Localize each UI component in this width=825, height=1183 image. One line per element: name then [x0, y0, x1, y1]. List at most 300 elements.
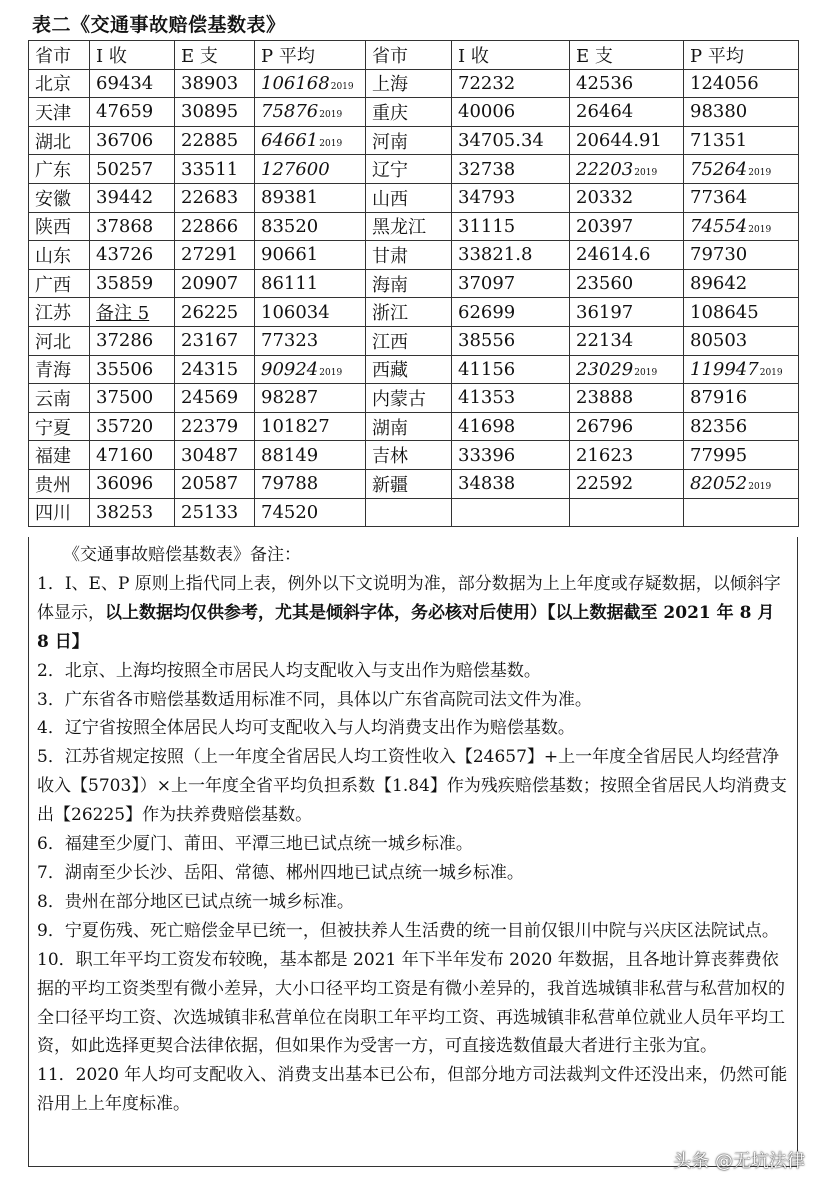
table-cell — [255, 298, 366, 327]
cell-value: 33511 — [181, 158, 239, 180]
cell-value: 20587 — [181, 473, 239, 495]
cell-value: 74520 — [261, 501, 319, 523]
year-marker: 2019 — [319, 139, 343, 150]
cell-value: 辽宁 — [372, 160, 408, 182]
table-cell — [255, 384, 366, 413]
table-cell — [90, 355, 175, 384]
column-header: E 支 — [175, 41, 255, 70]
table-cell — [175, 355, 255, 384]
table-cell — [684, 298, 799, 327]
table-cell — [684, 412, 799, 441]
table-cell — [175, 241, 255, 270]
table-cell — [29, 269, 90, 298]
cell-value: 23029 — [576, 358, 634, 380]
cell-value: 黑龙江 — [372, 217, 426, 239]
cell-value: 36706 — [96, 130, 154, 152]
table-cell — [29, 298, 90, 327]
cell-value: 88149 — [261, 444, 319, 466]
table-cell — [684, 469, 799, 498]
cell-value: 浙江 — [372, 303, 408, 325]
table-cell — [255, 412, 366, 441]
cell-value: 上海 — [372, 74, 408, 96]
table-cell — [366, 441, 452, 470]
table-cell — [29, 98, 90, 127]
table-cell — [570, 98, 684, 127]
year-marker: 2019 — [319, 367, 343, 378]
table-cell — [175, 212, 255, 241]
cell-value: 江苏 — [35, 303, 71, 325]
cell-value: 40006 — [458, 101, 516, 123]
column-header: E 支 — [570, 41, 684, 70]
column-header: P 平均 — [255, 41, 366, 70]
cell-value: 27291 — [181, 244, 239, 266]
table-cell — [570, 298, 684, 327]
table-cell — [255, 269, 366, 298]
cell-value: 37286 — [96, 330, 154, 352]
cell-value: 22866 — [181, 215, 239, 237]
cell-value: 24614.6 — [576, 244, 651, 266]
watermark: 头条 @无坑法律 — [673, 1151, 805, 1172]
cell-value: 75876 — [261, 101, 319, 123]
table-cell — [366, 212, 452, 241]
cell-value: 86111 — [261, 273, 319, 295]
table-cell — [570, 469, 684, 498]
table-cell — [255, 498, 366, 527]
column-header: 省市 — [366, 41, 452, 70]
table-cell — [175, 498, 255, 527]
table-cell — [175, 269, 255, 298]
table-cell — [90, 441, 175, 470]
cell-value: 79730 — [690, 244, 748, 266]
table-cell — [684, 98, 799, 127]
cell-value: 江西 — [372, 331, 408, 353]
table-row — [29, 441, 799, 470]
year-marker: 2019 — [634, 367, 658, 378]
table-cell — [366, 412, 452, 441]
cell-value: 31115 — [458, 215, 516, 237]
table-cell — [90, 183, 175, 212]
cell-value: 广西 — [35, 274, 71, 296]
table-row — [29, 155, 799, 184]
year-marker: 2019 — [330, 81, 354, 92]
cell-value: 福建 — [35, 446, 71, 468]
table-cell — [366, 469, 452, 498]
cell-value: 106034 — [261, 301, 330, 323]
cell-value: 32738 — [458, 158, 516, 180]
table-cell — [452, 355, 570, 384]
cell-value: 20644.91 — [576, 130, 662, 152]
table-cell — [452, 412, 570, 441]
cell-value: 20332 — [576, 187, 634, 209]
table-cell — [684, 269, 799, 298]
table-cell — [570, 155, 684, 184]
cell-value: 35720 — [96, 416, 154, 438]
cell-value: 22592 — [576, 473, 634, 495]
table-cell — [175, 441, 255, 470]
table-cell — [90, 241, 175, 270]
table-cell — [175, 469, 255, 498]
table-cell — [366, 326, 452, 355]
cell-value: 天津 — [35, 102, 71, 124]
table-cell — [570, 212, 684, 241]
cell-value: 82052 — [690, 473, 748, 495]
table-cell — [366, 384, 452, 413]
table-row — [29, 469, 799, 498]
table-cell — [570, 384, 684, 413]
cell-value: 湖南 — [372, 417, 408, 439]
cell-value: 127600 — [261, 158, 330, 180]
cell-value: 33396 — [458, 444, 516, 466]
table-cell — [366, 269, 452, 298]
cell-value: 25133 — [181, 501, 239, 523]
table-cell — [255, 126, 366, 155]
table-cell — [255, 355, 366, 384]
cell-value: 37500 — [96, 387, 154, 409]
table-cell — [366, 298, 452, 327]
note-1-bold-text: 以上数据均仅供参考，尤其是倾斜字体，务必核对后使用）【以上数据截至 2021 年 8 月 8 日】 — [37, 602, 775, 652]
cell-value: 80503 — [690, 330, 748, 352]
table-cell — [255, 69, 366, 98]
table-cell — [175, 412, 255, 441]
cell-value: 23888 — [576, 387, 634, 409]
note-2: 2．北京、上海均按照全市居民人均支配收入与支出作为赔偿基数。 — [37, 660, 541, 681]
table-cell — [255, 469, 366, 498]
cell-value: 23167 — [181, 330, 239, 352]
cell-value: 39442 — [96, 187, 154, 209]
table-cell — [452, 469, 570, 498]
column-header: I 收 — [452, 41, 570, 70]
notes-title: 《交通事故赔偿基数表》备注： — [63, 545, 301, 565]
cell-value: 50257 — [96, 158, 154, 180]
cell-value: 20397 — [576, 215, 634, 237]
table-cell — [90, 69, 175, 98]
table-cell — [570, 69, 684, 98]
table-cell — [570, 269, 684, 298]
cell-value: 重庆 — [372, 102, 408, 124]
note-3: 3．广东省各市赔偿基数适用标准不同，具体以广东省高院司法文件为准。 — [37, 689, 592, 710]
table-cell — [452, 183, 570, 212]
table-cell — [570, 326, 684, 355]
note-9: 9．宁夏伤残、死亡赔偿金早已统一，但被扶养人生活费的统一目前仅银川中院与兴庆区法院试点。 — [37, 920, 779, 941]
table-cell — [29, 412, 90, 441]
table-cell — [366, 126, 452, 155]
table-cell — [684, 155, 799, 184]
table-cell — [175, 298, 255, 327]
cell-value: 98380 — [690, 101, 748, 123]
table-cell — [452, 241, 570, 270]
cell-value: 38556 — [458, 330, 516, 352]
table-cell — [175, 155, 255, 184]
table-cell — [570, 126, 684, 155]
table-cell — [29, 212, 90, 241]
table-row — [29, 241, 799, 270]
cell-value: 23560 — [576, 273, 634, 295]
cell-value: 42536 — [576, 72, 634, 94]
cell-value: 新疆 — [372, 474, 408, 496]
table-cell — [90, 298, 175, 327]
cell-value: 41156 — [458, 358, 516, 380]
cell-value: 37868 — [96, 215, 154, 237]
cell-value: 26225 — [181, 301, 239, 323]
cell-value: 吉林 — [372, 446, 408, 468]
cell-value: 33821.8 — [458, 244, 533, 266]
table-cell — [255, 98, 366, 127]
table-cell — [175, 326, 255, 355]
table-cell — [452, 155, 570, 184]
table-cell — [570, 412, 684, 441]
note-6: 6．福建至少厦门、莆田、平潭三地已试点统一城乡标准。 — [37, 834, 473, 855]
cell-value: 47659 — [96, 101, 154, 123]
table-cell — [366, 155, 452, 184]
year-marker: 2019 — [634, 167, 658, 178]
table-row — [29, 126, 799, 155]
cell-value: 77995 — [690, 444, 748, 466]
table-cell — [570, 355, 684, 384]
table-row — [29, 498, 799, 527]
column-header: I 收 — [90, 41, 175, 70]
cell-value: 119947 — [690, 358, 759, 380]
cell-value: 北京 — [35, 74, 71, 96]
cell-value: 35859 — [96, 273, 154, 295]
table-cell — [684, 183, 799, 212]
table-cell — [570, 441, 684, 470]
table-cell — [366, 355, 452, 384]
table-cell — [29, 469, 90, 498]
table-cell — [366, 498, 452, 527]
cell-value: 26464 — [576, 101, 634, 123]
cell-value: 26796 — [576, 416, 634, 438]
table-cell — [452, 126, 570, 155]
cell-value: 30487 — [181, 444, 239, 466]
cell-value: 77364 — [690, 187, 748, 209]
cell-value: 34793 — [458, 187, 516, 209]
cell-value: 34838 — [458, 473, 516, 495]
cell-value: 108645 — [690, 301, 759, 323]
note-11: 11．2020 年人均可支配收入、消费支出基本已公布，但部分地方司法裁判文件还没出来，仍然可能沿用上上年度标准。 — [37, 1065, 788, 1115]
table-cell — [684, 241, 799, 270]
table-row — [29, 355, 799, 384]
cell-value: 38903 — [181, 72, 239, 94]
cell-value: 41698 — [458, 416, 516, 438]
note-4: 4．辽宁省按照全体居民人均可支配收入与人均消费支出作为赔偿基数。 — [37, 718, 575, 739]
cell-value: 贵州 — [35, 474, 71, 496]
cell-value: 山西 — [372, 188, 408, 210]
table-cell — [570, 241, 684, 270]
table-cell — [684, 441, 799, 470]
table-cell — [90, 269, 175, 298]
cell-value: 22379 — [181, 416, 239, 438]
year-marker: 2019 — [759, 367, 783, 378]
table-cell — [570, 183, 684, 212]
table-row — [29, 269, 799, 298]
cell-value: 35506 — [96, 358, 154, 380]
cell-value: 69434 — [96, 72, 154, 94]
cell-value: 22683 — [181, 187, 239, 209]
cell-value: 38253 — [96, 501, 154, 523]
table-cell — [90, 384, 175, 413]
note-7: 7．湖南至少长沙、岳阳、常德、郴州四地已试点统一城乡标准。 — [37, 862, 524, 883]
table-row — [29, 69, 799, 98]
table-cell — [175, 126, 255, 155]
cell-value: 106168 — [261, 72, 330, 94]
cell-value: 24315 — [181, 358, 239, 380]
column-header: P 平均 — [684, 41, 799, 70]
year-marker: 2019 — [748, 167, 772, 178]
table-cell — [90, 469, 175, 498]
cell-value: 36197 — [576, 301, 634, 323]
cell-value: 124056 — [690, 72, 759, 94]
cell-value: 陕西 — [35, 217, 71, 239]
cell-value: 四川 — [35, 503, 71, 525]
table-cell — [175, 69, 255, 98]
cell-value: 72232 — [458, 72, 516, 94]
table-cell — [90, 412, 175, 441]
cell-value: 24569 — [181, 387, 239, 409]
table-cell — [684, 384, 799, 413]
note-1 — [37, 570, 789, 657]
table-row — [29, 183, 799, 212]
table-cell — [452, 298, 570, 327]
cell-value: 79788 — [261, 473, 319, 495]
table-cell — [684, 126, 799, 155]
cell-value: 30895 — [181, 101, 239, 123]
cell-value: 89642 — [690, 273, 748, 295]
table-cell — [452, 212, 570, 241]
note-1-text: 1．I、E、P 原则上指代同上表，例外以下文说明为准，部分数据为上上年度或存疑数据，以倾斜字体显示， — [37, 573, 781, 623]
year-marker: 2019 — [748, 482, 772, 493]
table-cell — [175, 183, 255, 212]
cell-value: 75264 — [690, 158, 748, 180]
cell-value: 20907 — [181, 273, 239, 295]
cell-value: 90924 — [261, 358, 319, 380]
compensation-base-table — [28, 40, 799, 527]
cell-value: 101827 — [261, 416, 330, 438]
cell-value: 47160 — [96, 444, 154, 466]
table-header-row — [29, 41, 799, 70]
cell-value: 77323 — [261, 330, 319, 352]
cell-value: 64661 — [261, 130, 319, 152]
table-cell — [29, 355, 90, 384]
cell-value: 82356 — [690, 416, 748, 438]
cell-value: 甘肃 — [372, 245, 408, 267]
table-row — [29, 412, 799, 441]
table-cell — [175, 384, 255, 413]
table-cell — [684, 212, 799, 241]
notes-section — [28, 537, 798, 1167]
cell-value: 内蒙古 — [372, 388, 426, 410]
cell-value: 21623 — [576, 444, 634, 466]
cell-value: 河北 — [35, 331, 71, 353]
table-cell — [255, 212, 366, 241]
cell-value: 43726 — [96, 244, 154, 266]
cell-value: 青海 — [35, 360, 71, 382]
table-cell — [29, 326, 90, 355]
table-cell — [684, 326, 799, 355]
table-cell — [90, 326, 175, 355]
table-cell — [29, 384, 90, 413]
cell-value: 西藏 — [372, 360, 408, 382]
note-8: 8．贵州在部分地区已试点统一城乡标准。 — [37, 891, 354, 912]
cell-value: 36096 — [96, 473, 154, 495]
table-cell — [175, 98, 255, 127]
cell-value: 87916 — [690, 387, 748, 409]
cell-value: 41353 — [458, 387, 516, 409]
table-row — [29, 298, 799, 327]
table-cell — [452, 269, 570, 298]
table-cell — [452, 498, 570, 527]
table-cell — [366, 98, 452, 127]
cell-value: 22885 — [181, 130, 239, 152]
table-row — [29, 212, 799, 241]
column-header: 省市 — [29, 41, 90, 70]
cell-value: 34705.34 — [458, 130, 544, 152]
table-cell — [684, 69, 799, 98]
year-marker: 2019 — [319, 110, 343, 121]
cell-value: 湖北 — [35, 131, 71, 153]
table-cell — [452, 326, 570, 355]
table-cell — [366, 69, 452, 98]
cell-value: 宁夏 — [35, 417, 71, 439]
table-cell — [29, 498, 90, 527]
note-5: 5．江苏省规定按照（上一年度全省居民人均工资性收入【24657】+上一年度全省居民人均经营净收入【5703】）×上一年度全省平均负担系数【1.84】作为残疾赔偿基数；按照全省居民人均消费支出【26225】作为扶养费赔偿基数。 — [37, 747, 787, 826]
table-cell — [90, 212, 175, 241]
note-10: 10．职工年平均工资发布较晚，基本都是 2021 年下半年发布 2020 年数据，且各地计算丧葬费依据的平均工资类型有微小差异，大小口径平均工资是有微小差异的，我首选城镇非私营与私营加权的全口径平均工资、次选城镇非私营单位在岗职工年平均工资、再选城镇非私营单位就业人员年平均工资，如此选择更契合法律依据，但如果作为受害一方，可直接选数值最大者进行主张为宜。 — [37, 949, 785, 1057]
cell-value: 山东 — [35, 245, 71, 267]
cell-value: 83520 — [261, 215, 319, 237]
table-cell — [684, 498, 799, 527]
cell-value: 89381 — [261, 187, 319, 209]
year-marker: 2019 — [748, 224, 772, 235]
table-cell — [29, 126, 90, 155]
table-cell — [366, 183, 452, 212]
cell-value: 海南 — [372, 274, 408, 296]
table-cell — [90, 126, 175, 155]
cell-value: 62699 — [458, 301, 516, 323]
table-cell — [366, 241, 452, 270]
page-title: 表二《交通事故赔偿基数表》 — [32, 14, 286, 36]
cell-value: 74554 — [690, 215, 748, 237]
table-cell — [452, 69, 570, 98]
cell-value: 安徽 — [35, 188, 71, 210]
table-cell — [452, 384, 570, 413]
table-cell — [255, 326, 366, 355]
table-cell — [452, 441, 570, 470]
table-cell — [29, 155, 90, 184]
cell-value: 90661 — [261, 244, 319, 266]
cell-value: 98287 — [261, 387, 319, 409]
cell-value: 22203 — [576, 158, 634, 180]
cell-value: 备注 5 — [96, 303, 150, 325]
cell-value: 71351 — [690, 130, 748, 152]
cell-value: 河南 — [372, 131, 408, 153]
table-cell — [29, 69, 90, 98]
table-row — [29, 98, 799, 127]
table-cell — [29, 241, 90, 270]
table-cell — [29, 183, 90, 212]
table-cell — [684, 355, 799, 384]
table-row — [29, 326, 799, 355]
table-cell — [90, 98, 175, 127]
table-cell — [29, 441, 90, 470]
cell-value: 22134 — [576, 330, 634, 352]
table-row — [29, 384, 799, 413]
table-cell — [570, 498, 684, 527]
table-cell — [90, 155, 175, 184]
cell-value: 37097 — [458, 273, 516, 295]
table-cell — [255, 241, 366, 270]
cell-value: 云南 — [35, 388, 71, 410]
table-cell — [255, 155, 366, 184]
